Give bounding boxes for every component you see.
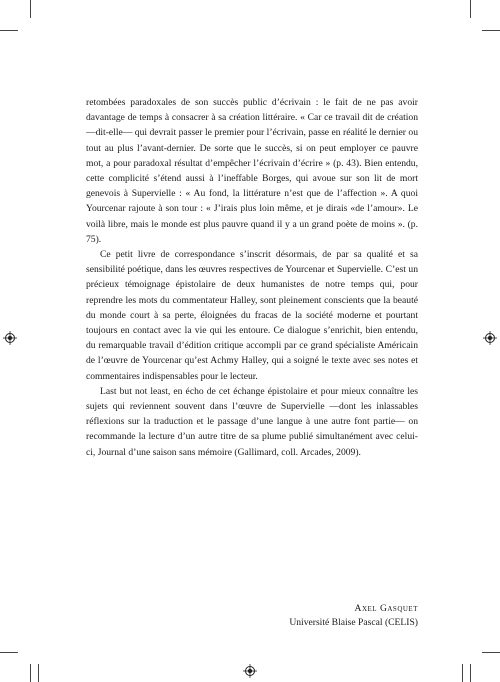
crop-mark-bottom-left-v <box>30 664 31 682</box>
crop-mark-bottom-right-v <box>470 664 471 682</box>
registration-mark-left-icon <box>3 331 17 345</box>
crop-mark-top-right-h <box>482 30 500 31</box>
crop-mark-bottom-left-h <box>0 652 18 653</box>
crop-mark-top-left-v <box>30 0 31 18</box>
author-affiliation: Université Blaise Pascal (CELIS) <box>289 617 418 628</box>
review-body <box>86 95 418 460</box>
crop-mark-bottom-right-v2 <box>462 664 463 682</box>
crop-mark-top-left-h <box>0 30 18 31</box>
crop-mark-bottom-right-h <box>482 652 500 653</box>
registration-mark-bottom-icon <box>243 664 257 678</box>
paragraph-3: Last but not least, en écho de cet échange épistolaire et pour mieux connaître les sujets qui reviennent souvent dans l’œuvre de Supervielle —dont les inlassables réflexions sur la traduction et le passage d’une langue à une autre font partie— on recommande la lecture d’un autre titre de sa plume publié simultanément avec celui-ci, Journal d’une saison sans mémoire (Gallimard, coll. Arcades, 2009). <box>86 385 418 458</box>
paragraph-1: retombées paradoxales de son succès public d’écrivain : le fait de ne pas avoir davantage de temps à consacrer à sa création littéraire. « Car ce travail dit de création —dit-elle— qui devrait passer le premier pour l’écrivain, passe en réalité le dernier ou tout au plus l’avant-dernier. De sorte que le succès, si on peut employer ce pauvre mot, a pour paradoxal résultat d’empêcher l’écrivain d’écrire » (p. 43). Bien entendu, cette complicité s’étend aussi à l’ineffable Borges, qui avoue sur son lit de mort genevois à Supervielle : « Au fond, la littérature n’est que de l’affection ». A quoi Yourcenar rajoute à son tour : « J’irais plus loin même, et je dirais «de l’amour». Le voilà libre, mais le monde est plus pauvre quand il y a un grand poète de moins ». (p. 75). <box>86 97 418 245</box>
registration-mark-right-icon <box>483 331 497 345</box>
paragraph-2: Ce petit livre de correspondance s’inscrit désormais, de par sa qualité et sa sensibilité poétique, dans les œuvres respectives de Yourcenar et Supervielle. C’est un précieux témoignage épistolaire de deux humanistes de notre temps qui, pour reprendre les mots du commentateur Halley, sont pleinement conscients que la beauté du monde court à sa perte, éloignées du fracas de la société moderne et pourtant toujours en contact avec la vie qui les entoure. Ce dialogue s’enrichit, bien entendu, du remarquable travail d’édition critique accompli par ce grand spécialiste Américain de l’œuvre de Yourcenar qu’est Achmy Halley, qui a soigné le texte avec ses notes et commentaires indispensables pour le lecteur. <box>86 249 418 382</box>
signature-block <box>289 602 418 630</box>
crop-mark-bottom-left-v2 <box>38 664 39 682</box>
crop-mark-top-right-v <box>470 0 471 18</box>
author-name: Axel Gasquet <box>354 603 418 614</box>
